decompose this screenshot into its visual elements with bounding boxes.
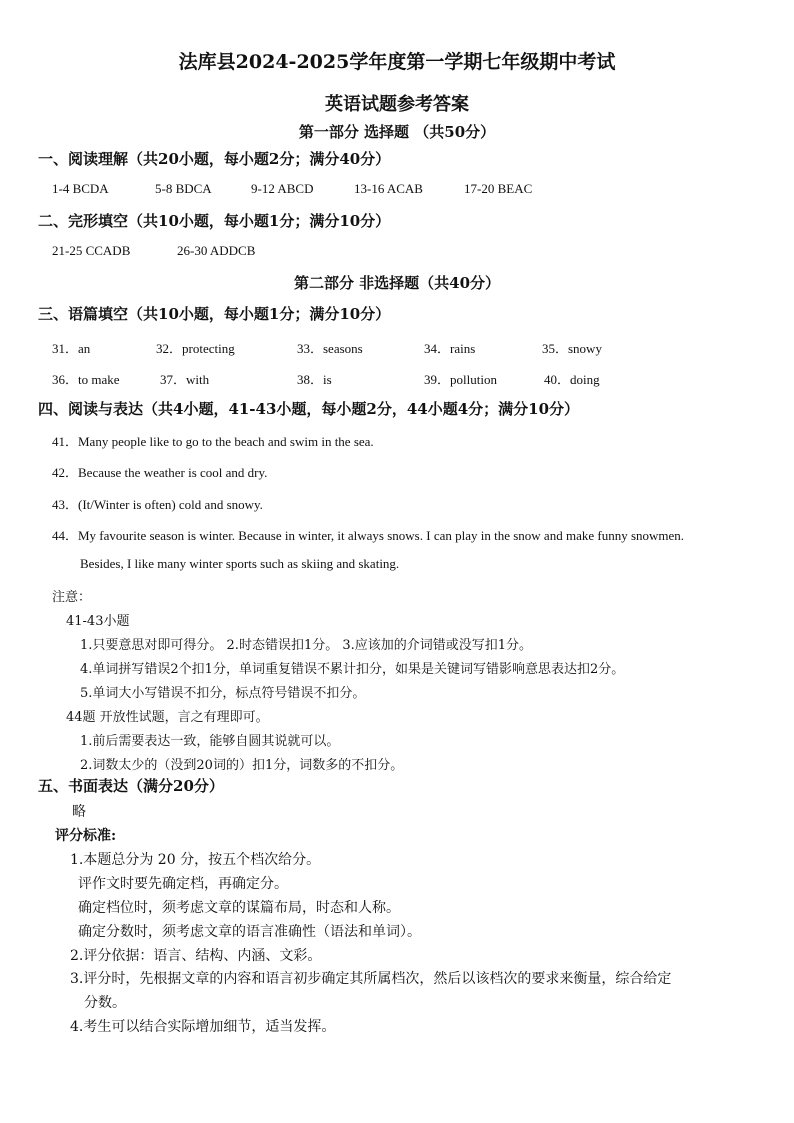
fill-answer: 31．an bbox=[52, 341, 91, 356]
note-item: 5.单词大小写错误不扣分，标点符号错误不扣分。 bbox=[80, 686, 366, 701]
answer-key-subtitle: 英语试题参考答案 bbox=[325, 94, 469, 115]
answer-group: 17-20 BEAC bbox=[464, 181, 533, 196]
note-item: 4.单词拼写错误2个扣1分，单词重复错误不累计扣分，如果是关键词写错影响意思表达扣2分。 bbox=[80, 662, 625, 677]
section-passage-fill-heading: 三、语篇填空（共10小题，每小题1分；满分10分） bbox=[38, 305, 391, 323]
answer-44-line1: 44．My favourite season is winter. Because in winter, it always snows. I can play in the snow and make funny snowmen. bbox=[52, 528, 685, 543]
criteria-item: 1.本题总分为 20 分，按五个档次给分。 bbox=[70, 852, 321, 868]
answer-44-line2: Besides, I like many winter sports such as skiing and skating. bbox=[80, 556, 400, 571]
answer-41: 41．Many people like to go to the beach and swim in the sea. bbox=[52, 434, 374, 449]
answer-group: 9-12 ABCD bbox=[251, 181, 314, 196]
answer-group: 1-4 BCDA bbox=[52, 181, 109, 196]
note-item: 1.只要意思对即可得分。 2.时态错误扣1分。 3.应该加的介词错或没写扣1分。 bbox=[80, 638, 533, 653]
criteria-item: 4.考生可以结合实际增加细节，适当发挥。 bbox=[70, 1019, 336, 1035]
fill-answer: 36．to make bbox=[52, 372, 120, 387]
answer-group: 5-8 BDCA bbox=[155, 181, 212, 196]
criteria-item: 确定档位时，须考虑文章的谋篇布局，时态和人称。 bbox=[78, 900, 400, 916]
notes-subheading: 44题 开放性试题，言之有理即可。 bbox=[66, 710, 269, 725]
section-reading-heading: 一、阅读理解（共20小题，每小题2分；满分40分） bbox=[38, 150, 391, 168]
fill-answer: 38．is bbox=[297, 372, 332, 387]
notes-subheading: 41-43小题 bbox=[66, 614, 130, 629]
fill-answer: 40．doing bbox=[544, 372, 600, 387]
criteria-item: 2.评分依据：语言、结构、内涵、文彩。 bbox=[70, 948, 322, 964]
part-one-heading: 第一部分 选择题 （共50分） bbox=[298, 123, 496, 141]
fill-answer: 39．pollution bbox=[424, 372, 497, 387]
exam-title: 法库县2024-2025学年度第一学期七年级期中考试 bbox=[178, 51, 616, 73]
answer-group: 21-25 CCADB bbox=[52, 243, 131, 258]
criteria-item: 分数。 bbox=[84, 995, 126, 1011]
fill-answer: 32．protecting bbox=[156, 341, 235, 356]
fill-answer: 35．snowy bbox=[542, 341, 602, 356]
fill-answer: 37．with bbox=[160, 372, 210, 387]
part-two-heading: 第二部分 非选择题（共40分） bbox=[293, 274, 501, 292]
note-item: 1.前后需要表达一致，能够自圆其说就可以。 bbox=[80, 734, 340, 749]
note-item: 2.词数太少的（没到20词的）扣1分，词数多的不扣分。 bbox=[80, 758, 404, 773]
fill-answer: 33．seasons bbox=[297, 341, 363, 356]
answer-group: 13-16 ACAB bbox=[354, 181, 423, 196]
section-read-express-heading: 四、阅读与表达（共4小题，41-43小题，每小题2分，44小题4分；满分10分） bbox=[38, 400, 580, 418]
answer-43: 43．(It/Winter is often) cold and snowy. bbox=[52, 497, 263, 512]
section-writing-heading: 五、书面表达（满分20分） bbox=[38, 777, 224, 795]
answer-42: 42．Because the weather is cool and dry. bbox=[52, 465, 268, 480]
criteria-label: 评分标准: bbox=[55, 828, 117, 844]
notes-label: 注意： bbox=[52, 590, 92, 605]
criteria-item: 3.评分时，先根据文章的内容和语言初步确定其所属档次，然后以该档次的要求来衡量，综合给定 bbox=[70, 971, 672, 987]
section-cloze-heading: 二、完形填空（共10小题，每小题1分；满分10分） bbox=[38, 212, 391, 230]
criteria-item: 评作文时要先确定档，再确定分。 bbox=[78, 876, 288, 892]
fill-answer: 34．rains bbox=[424, 341, 476, 356]
criteria-item: 确定分数时，须考虑文章的语言准确性（语法和单词）。 bbox=[78, 924, 421, 940]
writing-answer: 略 bbox=[72, 804, 86, 820]
answer-group: 26-30 ADDCB bbox=[177, 243, 256, 258]
